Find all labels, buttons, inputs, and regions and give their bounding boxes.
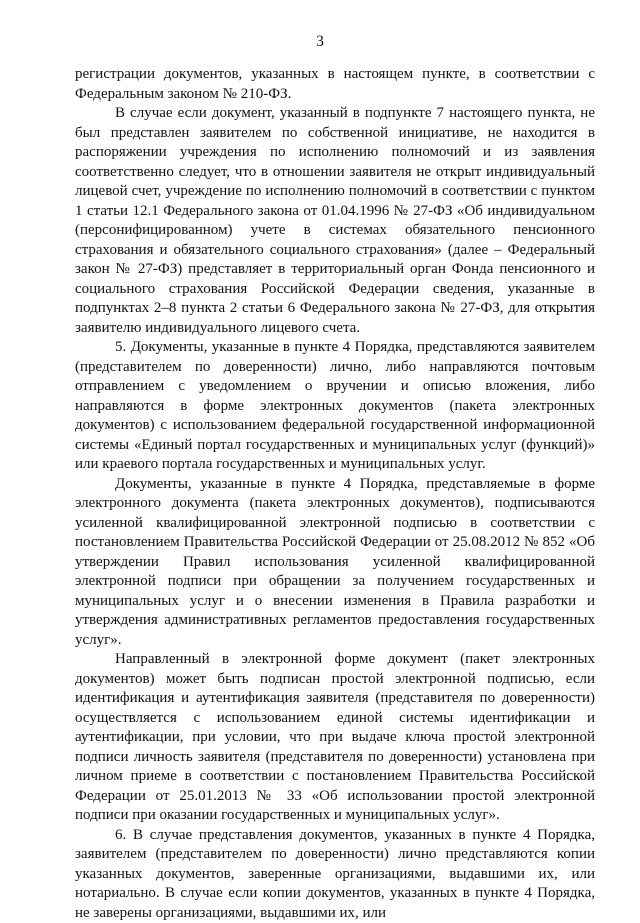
paragraph-individual-account: В случае если документ, указанный в подпункте 7 настоящего пункта, не был представлен заявителем по собственной инициативе, не находится в распоряжении учреждения по исполнению полномочий и из заявления соответственно следует, что в отношении заявителя не открыт индивидуальный лицевой счет, учреждение по исполнению полномочий в соответствии с пунктом 1 статьи 12.1 Федерального закона от 01.04.1996 № 27-ФЗ «Об индивидуальном (персонифицированном) учете в системах обязательного пенсионного страхования и обязательного социального страхования» (далее – Федеральный закон № 27-ФЗ) представляет в территориальный орган Фонда пенсионного и социального страхования Российской Федерации сведения, указанные в подпунктах 2–8 пункта 2 статьи 6 Федерального закона № 27-ФЗ, для открытия заявителю индивидуального лицевого счета. — [75, 104, 595, 338]
paragraph-item-6: 6. В случае представления документов, указанных в пункте 4 Порядка, заявителем (представителем по доверенности) лично представляются копии указанных документов, заверенные организациями, выдавшими их, или нотариально. В случае если копии документов, указанных в пункте 4 Порядка, не заверены организациями, выдавшими их, или — [75, 826, 595, 923]
document-body — [75, 65, 595, 923]
paragraph-continuation: регистрации документов, указанных в настоящем пункте, в соответствии с Федеральным законом № 210-ФЗ. — [75, 65, 595, 104]
paragraph-simple-signature: Направленный в электронной форме документ (пакет электронных документов) может быть подписан простой электронной подписью, если идентификация и аутентификация заявителя (представителя по доверенности) осуществляется с использованием единой системы идентификации и аутентификации, при условии, что при выдаче ключа простой электронной подписи личность заявителя (представителя по доверенности) установлена при личном приеме в соответствии с постановлением Правительства Российской Федерации от 25.01.2013 № 33 «Об использовании простой электронной подписи при оказании государственных и муниципальных услуг». — [75, 650, 595, 826]
paragraph-item-5: 5. Документы, указанные в пункте 4 Порядка, представляются заявителем (представителем по доверенности) лично, либо направляются почтовым отправлением с уведомлением о вручении и описью вложения, либо направляются в форме электронных документов (пакета электронных документов) с использованием федеральной государственной информационной системы «Единый портал государственных и муниципальных услуг (функций)» или краевого портала государственных и муниципальных услуг. — [75, 338, 595, 475]
paragraph-qualified-signature: Документы, указанные в пункте 4 Порядка, представляемые в форме электронного документа (пакета электронных документов), подписываются усиленной квалифицированной электронной подписью в соответствии с постановлением Правительства Российской Федерации от 25.08.2012 № 852 «Об утверждении Правил использования усиленной квалифицированной электронной подписи при обращении за получением государственных и муниципальных услуг и о внесении изменения в Правила разработки и утверждения административных регламентов предоставления государственных услуг». — [75, 475, 595, 651]
page-number: 3 — [0, 33, 640, 51]
